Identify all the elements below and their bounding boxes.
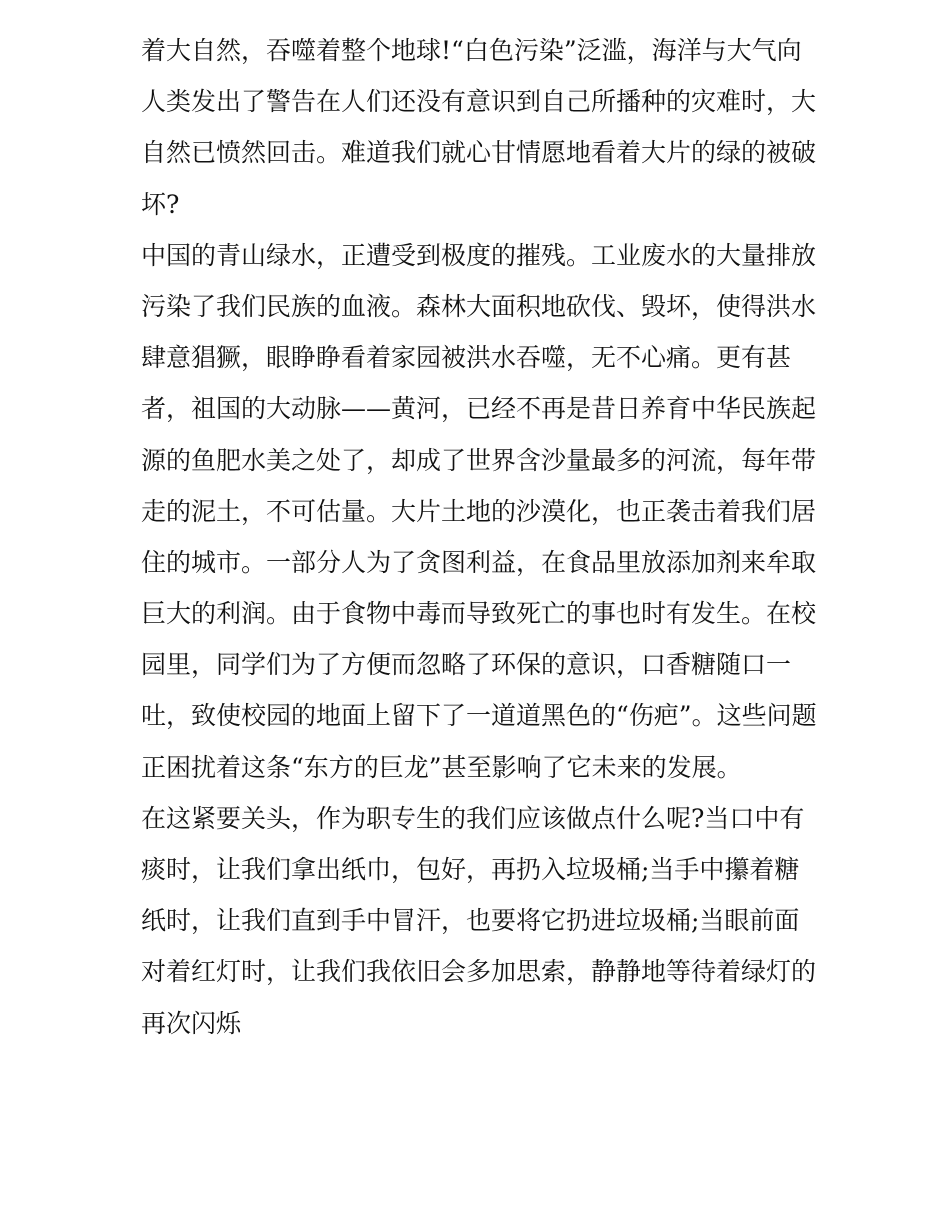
text-line: 走的泥土，不可估量。大片土地的沙漠化，也正袭击着我们居 — [141, 496, 817, 526]
text-line: 污染了我们民族的血液。森林大面积地砍伐、毁坏，使得洪水 — [141, 291, 817, 321]
body-text — [141, 25, 821, 1049]
text-line: 纸时，让我们直到手中冒汗，也要将它扔进垃圾桶;当眼前面 — [141, 906, 800, 936]
text-line: 巨大的利润。由于食物中毒而导致死亡的事也时有发生。在校 — [141, 599, 817, 629]
text-line: 吐，致使校园的地面上留下了一道道黑色的“伤疤”。这些问题 — [141, 701, 817, 731]
text-line: 痰时，让我们拿出纸巾，包好，再扔入垃圾桶;当手中攥着糖 — [141, 855, 800, 884]
text-line: 再次闪烁 — [141, 1008, 242, 1038]
text-line: 中国的青山绿水，正遭受到极度的摧残。工业废水的大量排放 — [141, 240, 817, 270]
text-line: 正困扰着这条“东方的巨龙”甚至影响了它未来的发展。 — [141, 752, 742, 782]
text-line: 自然已愤然回击。难道我们就心甘情愿地看着大片的绿的被破 — [141, 138, 817, 168]
text-line: 坏? — [141, 189, 180, 219]
text-line: 在这紧要关头，作为职专生的我们应该做点什么呢?当口中有 — [141, 803, 805, 833]
text-line: 园里，同学们为了方便而忽略了环保的意识，口香糖随口一 — [141, 650, 792, 680]
text-line: 肆意猖獗，眼睁睁看着家园被洪水吞噬，无不心痛。更有甚 — [141, 343, 792, 373]
text-line: 对着红灯时，让我们我依旧会多加思索，静静地等待着绿灯的 — [141, 957, 817, 987]
text-line: 住的城市。一部分人为了贪图利益，在食品里放添加剂来牟取 — [141, 547, 817, 577]
text-line: 人类发出了警告在人们还没有意识到自己所播种的灾难时，大 — [141, 87, 817, 117]
text-line: 者，祖国的大动脉——黄河，已经不再是昔日养育中华民族起 — [141, 394, 817, 424]
text-line: 着大自然，吞噬着整个地球!“白色污染”泛滥，海洋与大气向 — [141, 36, 802, 65]
text-line: 源的鱼肥水美之处了，却成了世界含沙量最多的河流，每年带 — [141, 445, 817, 475]
